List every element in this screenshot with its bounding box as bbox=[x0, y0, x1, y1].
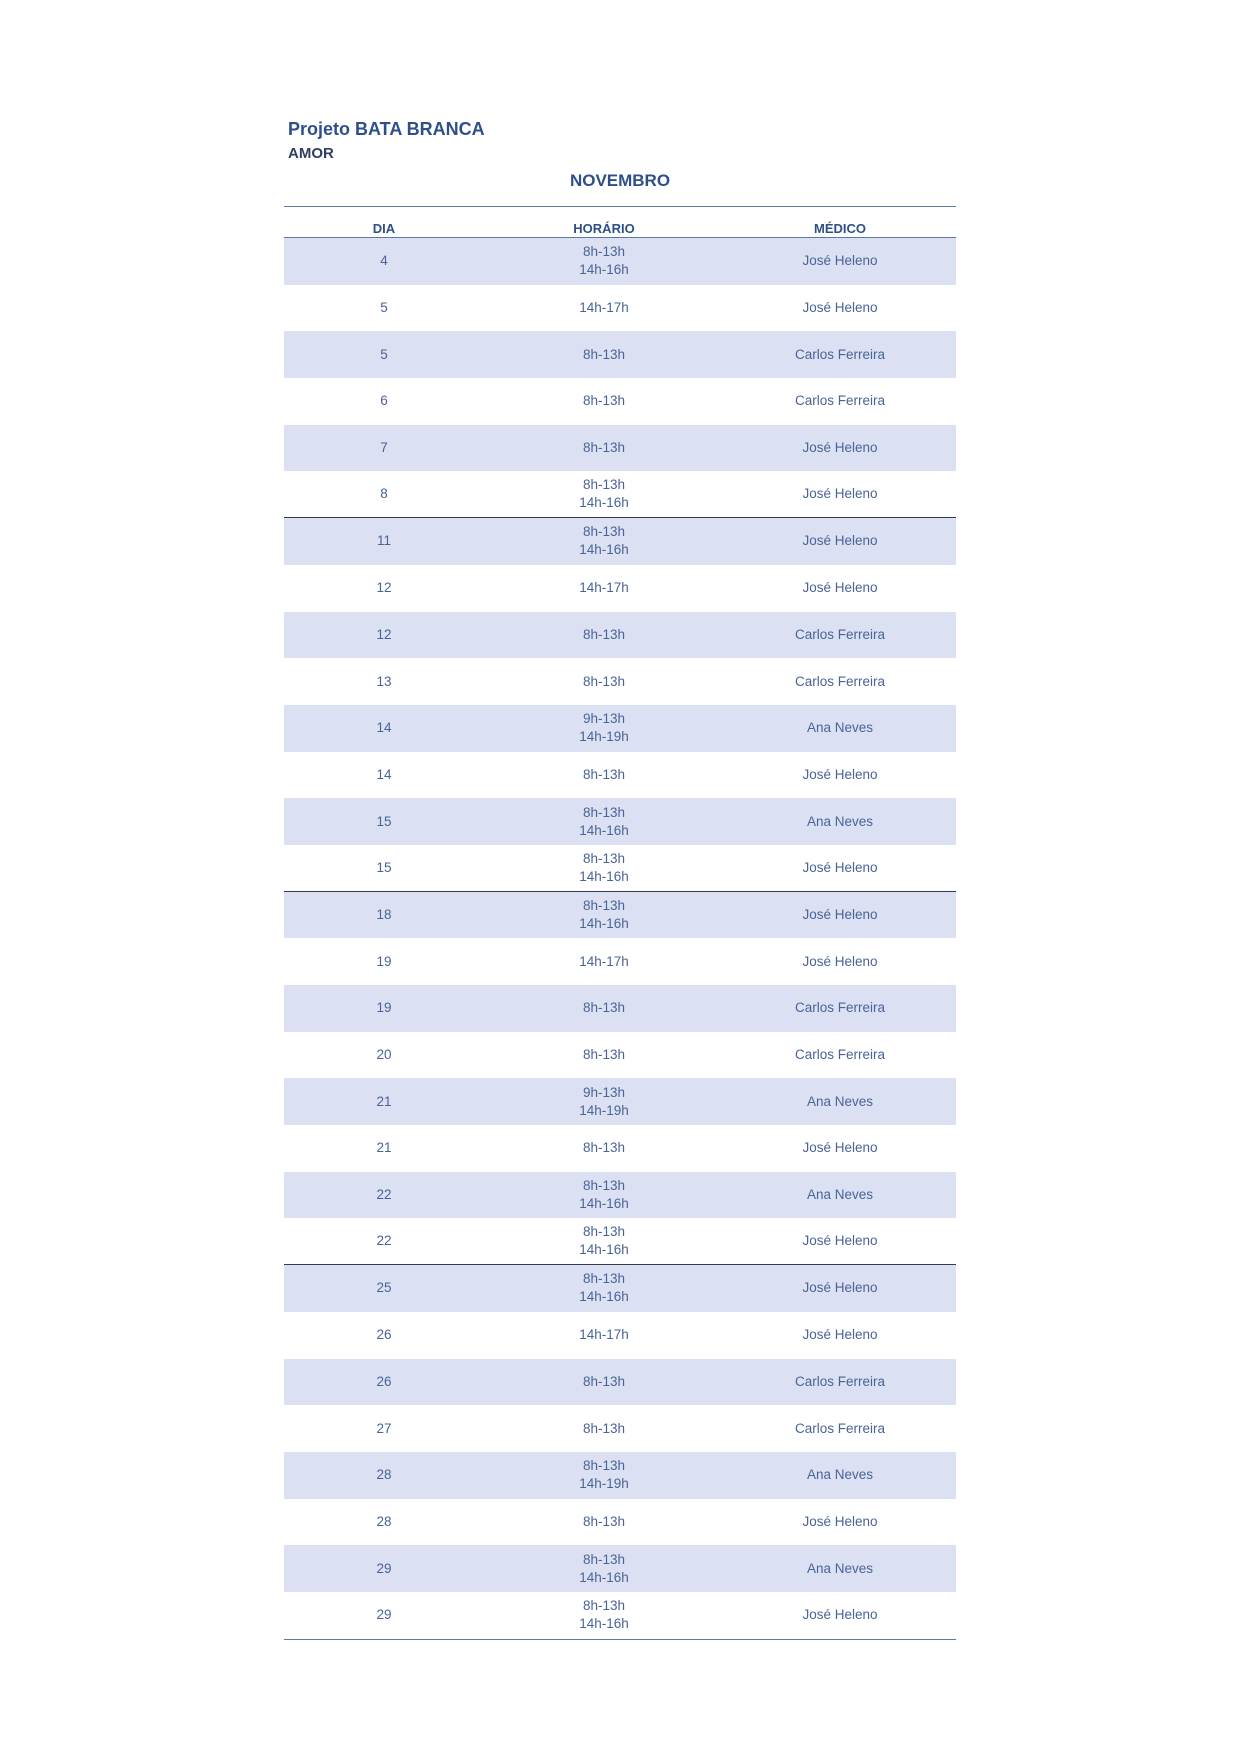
table-row bbox=[284, 238, 956, 285]
time-slot: 8h-13h bbox=[582, 673, 626, 689]
table-row bbox=[284, 938, 956, 985]
cell-day: 12 bbox=[376, 580, 392, 596]
time-slot: 14h-16h bbox=[579, 1196, 629, 1212]
cell-time bbox=[484, 1420, 724, 1438]
cell-doctor: Carlos Ferreira bbox=[794, 626, 886, 642]
cell-time bbox=[484, 1270, 724, 1306]
cell-time bbox=[484, 897, 724, 933]
cell-time bbox=[484, 346, 724, 364]
cell-doctor: José Heleno bbox=[802, 1607, 878, 1623]
cell-day: 5 bbox=[380, 346, 388, 362]
column-header-doctor: MÉDICO bbox=[814, 221, 866, 236]
time-slot: 14h-19h bbox=[579, 729, 629, 745]
cell-doctor: José Heleno bbox=[802, 953, 878, 969]
table-row bbox=[284, 798, 956, 845]
table-row bbox=[284, 752, 956, 799]
cell-doctor: Ana Neves bbox=[806, 1467, 874, 1483]
cell-doctor: José Heleno bbox=[802, 440, 878, 456]
cell-time bbox=[484, 999, 724, 1017]
cell-time bbox=[484, 710, 724, 746]
cell-day: 25 bbox=[376, 1280, 392, 1296]
cell-day: 21 bbox=[376, 1093, 392, 1109]
table-row bbox=[284, 1545, 956, 1592]
table-row bbox=[284, 705, 956, 752]
cell-doctor: José Heleno bbox=[802, 533, 878, 549]
time-slot: 14h-17h bbox=[579, 580, 629, 596]
cell-time bbox=[484, 1457, 724, 1493]
cell-day: 28 bbox=[376, 1513, 392, 1529]
cell-doctor: José Heleno bbox=[802, 580, 878, 596]
cell-day: 22 bbox=[376, 1233, 392, 1249]
cell-time bbox=[484, 476, 724, 512]
time-slot: 8h-13h bbox=[582, 1178, 626, 1194]
cell-time bbox=[484, 579, 724, 597]
table-row bbox=[284, 471, 956, 518]
time-slot: 8h-13h bbox=[582, 626, 626, 642]
table-row bbox=[284, 1405, 956, 1452]
cell-doctor: Carlos Ferreira bbox=[794, 1420, 886, 1436]
cell-day: 8 bbox=[380, 486, 388, 502]
table-row bbox=[284, 1499, 956, 1546]
cell-doctor: Ana Neves bbox=[806, 720, 874, 736]
cell-time bbox=[484, 243, 724, 279]
cell-doctor: Ana Neves bbox=[806, 1560, 874, 1576]
cell-time bbox=[484, 1513, 724, 1531]
table-row bbox=[284, 1032, 956, 1079]
cell-doctor: Ana Neves bbox=[806, 1093, 874, 1109]
time-slot: 14h-16h bbox=[579, 1569, 629, 1585]
cell-doctor: José Heleno bbox=[802, 1140, 878, 1156]
cell-day: 18 bbox=[376, 906, 392, 922]
cell-day: 28 bbox=[376, 1467, 392, 1483]
cell-time bbox=[484, 1223, 724, 1259]
time-slot: 8h-13h bbox=[582, 1551, 626, 1567]
cell-time bbox=[484, 1046, 724, 1064]
month-heading: NOVEMBRO bbox=[569, 171, 671, 190]
time-slot: 8h-13h bbox=[582, 393, 626, 409]
cell-doctor: Carlos Ferreira bbox=[794, 1373, 886, 1389]
document-subtitle: AMOR bbox=[288, 145, 334, 162]
cell-doctor: José Heleno bbox=[802, 766, 878, 782]
time-slot: 14h-16h bbox=[579, 262, 629, 278]
cell-day: 13 bbox=[376, 673, 392, 689]
time-slot: 14h-17h bbox=[579, 1327, 629, 1343]
time-slot: 8h-13h bbox=[582, 477, 626, 493]
time-slot: 8h-13h bbox=[582, 1271, 626, 1287]
time-slot: 8h-13h bbox=[582, 346, 626, 362]
table-row bbox=[284, 378, 956, 425]
cell-time bbox=[484, 673, 724, 691]
table-row bbox=[284, 425, 956, 472]
cell-day: 19 bbox=[376, 1000, 392, 1016]
table-row bbox=[284, 845, 956, 892]
cell-time bbox=[484, 850, 724, 886]
time-slot: 8h-13h bbox=[582, 1598, 626, 1614]
cell-doctor: José Heleno bbox=[802, 253, 878, 269]
time-slot: 14h-16h bbox=[579, 1616, 629, 1632]
cell-doctor: José Heleno bbox=[802, 1280, 878, 1296]
table-row bbox=[284, 1078, 956, 1125]
cell-time bbox=[484, 1373, 724, 1391]
cell-day: 21 bbox=[376, 1140, 392, 1156]
cell-time bbox=[484, 1551, 724, 1587]
cell-time bbox=[484, 1177, 724, 1213]
cell-day: 22 bbox=[376, 1187, 392, 1203]
cell-time bbox=[484, 1139, 724, 1157]
cell-time bbox=[484, 766, 724, 784]
table-row bbox=[284, 1312, 956, 1359]
cell-doctor: José Heleno bbox=[802, 1513, 878, 1529]
cell-doctor: Carlos Ferreira bbox=[794, 393, 886, 409]
time-slot: 14h-16h bbox=[579, 542, 629, 558]
schedule-document bbox=[284, 114, 956, 1640]
cell-day: 29 bbox=[376, 1607, 392, 1623]
time-slot: 8h-13h bbox=[582, 1420, 626, 1436]
table-row bbox=[284, 565, 956, 612]
table-row bbox=[284, 1265, 956, 1312]
table-row bbox=[284, 285, 956, 332]
cell-time bbox=[484, 1326, 724, 1344]
time-slot: 14h-17h bbox=[579, 300, 629, 316]
time-slot: 14h-19h bbox=[579, 1102, 629, 1118]
cell-day: 4 bbox=[380, 253, 388, 269]
cell-time bbox=[484, 953, 724, 971]
cell-time bbox=[484, 299, 724, 317]
time-slot: 14h-16h bbox=[579, 495, 629, 511]
time-slot: 14h-16h bbox=[579, 915, 629, 931]
cell-day: 20 bbox=[376, 1047, 392, 1063]
time-slot: 14h-16h bbox=[579, 868, 629, 884]
table-row bbox=[284, 612, 956, 659]
table-body bbox=[284, 238, 956, 1639]
table-row bbox=[284, 1172, 956, 1219]
cell-doctor: José Heleno bbox=[802, 1233, 878, 1249]
document-title: Projeto BATA BRANCA bbox=[288, 119, 485, 139]
time-slot: 14h-17h bbox=[579, 953, 629, 969]
table-row bbox=[284, 1592, 956, 1639]
time-slot: 8h-13h bbox=[582, 1458, 626, 1474]
time-slot: 14h-16h bbox=[579, 1289, 629, 1305]
cell-doctor: Ana Neves bbox=[806, 1187, 874, 1203]
cell-doctor: Ana Neves bbox=[806, 813, 874, 829]
time-slot: 8h-13h bbox=[582, 1000, 626, 1016]
cell-doctor: José Heleno bbox=[802, 1327, 878, 1343]
time-slot: 8h-13h bbox=[582, 524, 626, 540]
time-slot: 8h-13h bbox=[582, 1047, 626, 1063]
time-slot: 8h-13h bbox=[582, 897, 626, 913]
time-slot: 14h-19h bbox=[579, 1476, 629, 1492]
cell-day: 14 bbox=[376, 766, 392, 782]
cell-doctor: Carlos Ferreira bbox=[794, 346, 886, 362]
cell-day: 26 bbox=[376, 1327, 392, 1343]
cell-time bbox=[484, 392, 724, 410]
cell-day: 26 bbox=[376, 1373, 392, 1389]
table-row bbox=[284, 1359, 956, 1406]
table-header bbox=[284, 207, 956, 238]
time-slot: 8h-13h bbox=[582, 244, 626, 260]
cell-doctor: José Heleno bbox=[802, 486, 878, 502]
cell-time bbox=[484, 804, 724, 840]
table-row bbox=[284, 331, 956, 378]
table-row bbox=[284, 658, 956, 705]
cell-day: 7 bbox=[380, 440, 388, 456]
table-row bbox=[284, 892, 956, 939]
cell-day: 14 bbox=[376, 720, 392, 736]
cell-day: 11 bbox=[376, 533, 391, 549]
column-header-day: DIA bbox=[372, 221, 396, 236]
schedule-table bbox=[284, 206, 956, 1640]
cell-time bbox=[484, 1084, 724, 1120]
cell-doctor: José Heleno bbox=[802, 300, 878, 316]
time-slot: 8h-13h bbox=[582, 1513, 626, 1529]
cell-doctor: José Heleno bbox=[802, 859, 878, 875]
cell-time bbox=[484, 1597, 724, 1633]
table-row bbox=[284, 1125, 956, 1172]
cell-time bbox=[484, 523, 724, 559]
cell-day: 19 bbox=[376, 953, 392, 969]
cell-time bbox=[484, 439, 724, 457]
time-slot: 14h-16h bbox=[579, 1242, 629, 1258]
table-row bbox=[284, 518, 956, 565]
table-row bbox=[284, 985, 956, 1032]
cell-time bbox=[484, 626, 724, 644]
table-row bbox=[284, 1452, 956, 1499]
time-slot: 9h-13h bbox=[582, 711, 626, 727]
time-slot: 8h-13h bbox=[582, 766, 626, 782]
time-slot: 8h-13h bbox=[582, 1140, 626, 1156]
cell-doctor: José Heleno bbox=[802, 906, 878, 922]
cell-doctor: Carlos Ferreira bbox=[794, 673, 886, 689]
cell-day: 12 bbox=[376, 626, 392, 642]
time-slot: 8h-13h bbox=[582, 850, 626, 866]
table-row bbox=[284, 1218, 956, 1265]
column-header-time: HORÁRIO bbox=[573, 221, 635, 236]
time-slot: 8h-13h bbox=[582, 1224, 626, 1240]
cell-day: 27 bbox=[376, 1420, 392, 1436]
time-slot: 8h-13h bbox=[582, 1373, 626, 1389]
time-slot: 8h-13h bbox=[582, 804, 626, 820]
cell-day: 6 bbox=[380, 393, 388, 409]
cell-day: 29 bbox=[376, 1560, 392, 1576]
cell-day: 5 bbox=[380, 300, 388, 316]
time-slot: 14h-16h bbox=[579, 822, 629, 838]
cell-doctor: Carlos Ferreira bbox=[794, 1047, 886, 1063]
time-slot: 8h-13h bbox=[582, 440, 626, 456]
cell-day: 15 bbox=[376, 859, 392, 875]
cell-day: 15 bbox=[376, 813, 392, 829]
time-slot: 9h-13h bbox=[582, 1084, 626, 1100]
cell-doctor: Carlos Ferreira bbox=[794, 1000, 886, 1016]
